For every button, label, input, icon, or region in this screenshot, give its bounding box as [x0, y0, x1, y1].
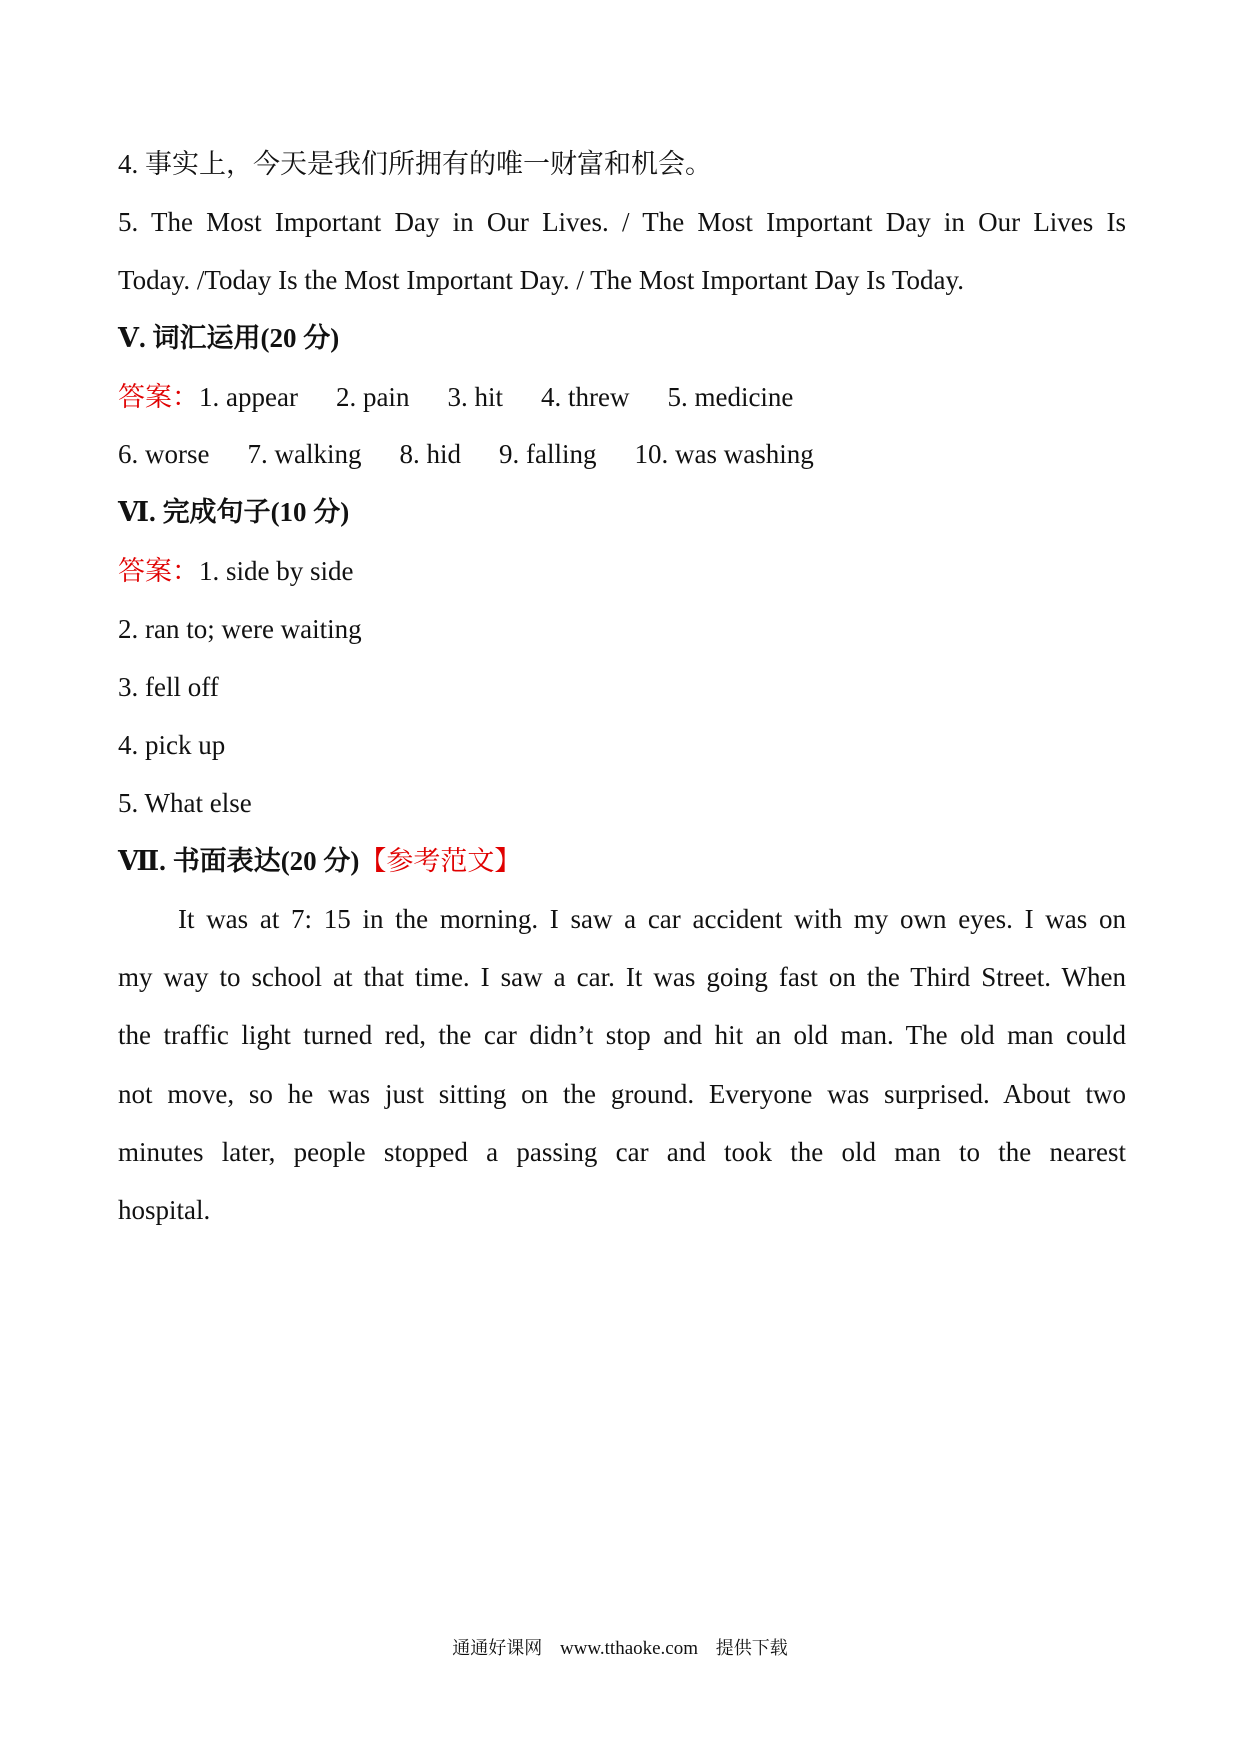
section-6-answer-5: 5. What else [118, 788, 252, 818]
section-5-answers-row-2 [118, 436, 814, 472]
section-number: Ⅴ. [118, 323, 146, 353]
section-5-answers-row-1 [118, 379, 793, 416]
answer-item: 2. pain [335, 382, 410, 412]
section-title: 完成句子 [162, 497, 271, 528]
section-5-heading [118, 320, 339, 357]
section-6-heading [118, 494, 349, 531]
answer-item: 1. side by side [199, 556, 354, 586]
section-number: Ⅶ. [118, 846, 166, 876]
page-footer [0, 1634, 1240, 1660]
essay-line: hospital. [118, 1195, 211, 1225]
section-6-answer-4: 4. pick up [118, 730, 226, 760]
answer-item: 10. was washing [634, 439, 814, 469]
section-score: (20 分) [260, 323, 340, 353]
answer-item: 8. hid [399, 439, 461, 469]
answer-item: 7. walking [247, 439, 362, 469]
section-score: (10 分) [270, 497, 350, 527]
section-6-answer-2: 2. ran to; were waiting [118, 614, 362, 644]
section-6-answer-1 [118, 553, 354, 590]
section-score: (20 分) [280, 846, 360, 876]
answer-item: 3. hit [447, 382, 503, 412]
answer-item: 6. worse [118, 439, 210, 469]
answer-label: 答案： [118, 382, 199, 413]
section-7-heading [118, 843, 521, 880]
answer-line-5b: Today. /Today Is the Most Important Day. / The Most Important Day Is Today. [118, 265, 964, 295]
answer-label: 答案： [118, 556, 199, 587]
chinese-translation: 事实上，今天是我们所拥有的唯一财富和机会。 [145, 149, 712, 180]
section-number: Ⅵ. [118, 497, 156, 527]
answer-line-4 [118, 146, 712, 183]
essay-line: minutes later, people stopped a passing car and took the old man to the nearest [118, 1137, 1126, 1167]
section-title: 词汇运用 [152, 323, 261, 354]
section-6-answer-3: 3. fell off [118, 672, 219, 702]
essay-line: my way to school at that time. I saw a car. It was going fast on the Third Street. When [118, 962, 1126, 992]
answer-item: 4. threw [540, 382, 630, 412]
answer-item: 9. falling [499, 439, 597, 469]
footer-site-name: 通通好课网 [452, 1638, 543, 1659]
footer-url[interactable]: www.tthaoke.com [559, 1638, 699, 1659]
answer-line-5a: 5. The Most Important Day in Our Lives. / The Most Important Day in Our Lives Is [118, 207, 1126, 237]
essay-line: not move, so he was just sitting on the ground. Everyone was surprised. About two [118, 1079, 1126, 1109]
sample-essay-tag: 【参考范文】 [359, 846, 522, 877]
answer-item: 1. appear [199, 382, 298, 412]
essay-line: the traffic light turned red, the car didn’t stop and hit an old man. The old man could [118, 1020, 1126, 1050]
section-title: 书面表达 [172, 846, 281, 877]
line-number: 4. [118, 149, 139, 179]
essay-line: It was at 7: 15 in the morning. I saw a car accident with my own eyes. I was on [178, 904, 1126, 934]
answer-item: 5. medicine [667, 382, 794, 412]
footer-suffix: 提供下载 [715, 1638, 788, 1659]
